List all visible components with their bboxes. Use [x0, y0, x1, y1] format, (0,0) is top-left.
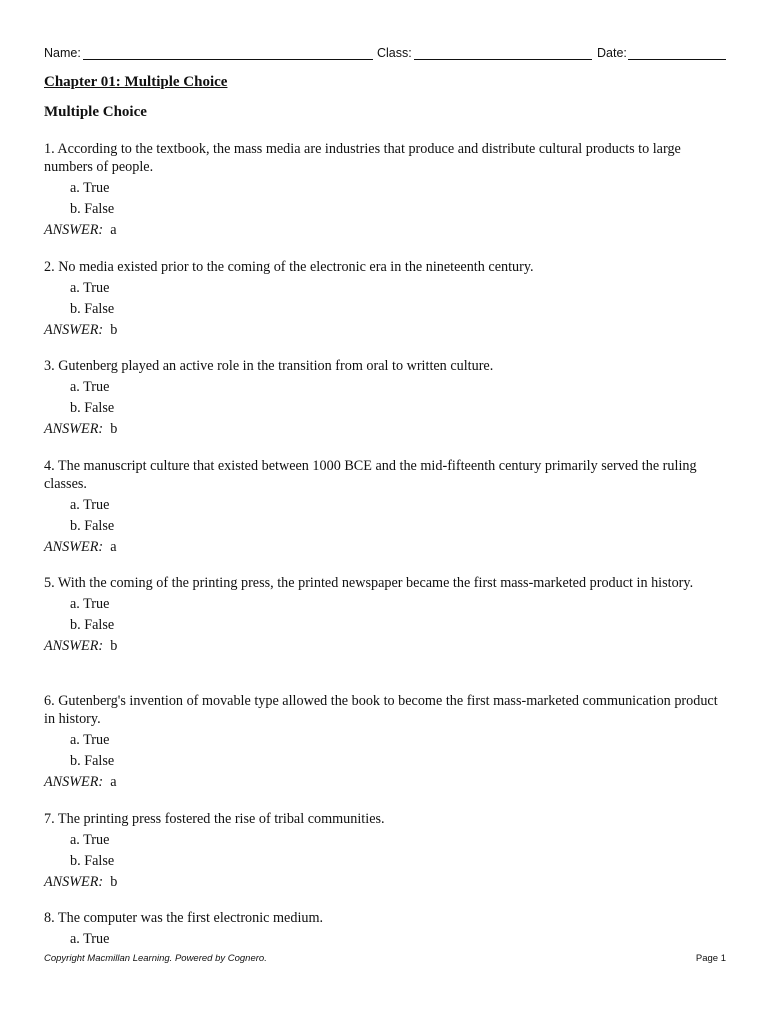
- question-item: [44, 574, 728, 655]
- question-text: 4. The manuscript culture that existed between 1000 BCE and the mid-fifteenth century primarily served the ruling classes.: [44, 458, 697, 492]
- question-text: 5. With the coming of the printing press, the printed newspaper became the first mass-marketed product in history.: [44, 575, 694, 591]
- name-field-line: [83, 59, 373, 60]
- class-field-line: [414, 59, 592, 60]
- answer-value: b: [110, 421, 118, 437]
- chapter-title: Chapter 01: Multiple Choice: [44, 74, 228, 90]
- option-a: a. True: [70, 931, 110, 947]
- answer-label: ANSWER:: [44, 774, 104, 790]
- option-b: b. False: [70, 617, 115, 633]
- question-text: 3. Gutenberg played an active role in the transition from oral to written culture.: [44, 358, 494, 374]
- question-item: [44, 258, 728, 339]
- answer-line: [44, 420, 728, 438]
- answer-value: a: [110, 539, 117, 555]
- option-a: a. True: [70, 180, 110, 196]
- question-item: [44, 810, 728, 891]
- option-a: a. True: [70, 596, 110, 612]
- answer-value: b: [110, 638, 118, 654]
- option-b: b. False: [70, 400, 115, 416]
- question-item: [44, 457, 728, 556]
- option-b: b. False: [70, 753, 115, 769]
- question-text: 6. Gutenberg's invention of movable type allowed the book to become the first mass-marketed communication product in history.: [44, 693, 718, 727]
- option-b: b. False: [70, 853, 115, 869]
- option-a: a. True: [70, 379, 110, 395]
- answer-line: [44, 321, 728, 339]
- option-b: b. False: [70, 201, 115, 217]
- option-a: a. True: [70, 497, 110, 513]
- page-number: Page 1: [695, 953, 726, 964]
- answer-label: ANSWER:: [44, 539, 104, 555]
- answer-line: [44, 221, 728, 239]
- question-text: 8. The computer was the first electronic medium.: [44, 910, 324, 926]
- answer-value: a: [110, 774, 117, 790]
- class-label: Class:: [377, 46, 412, 60]
- option-b: b. False: [70, 518, 115, 534]
- option-a: a. True: [70, 832, 110, 848]
- option-b: b. False: [70, 301, 115, 317]
- answer-label: ANSWER:: [44, 222, 104, 238]
- answer-line: [44, 873, 728, 891]
- answer-value: a: [110, 222, 117, 238]
- date-label: Date:: [597, 46, 627, 60]
- question-item: [44, 140, 728, 239]
- question-item: [44, 909, 728, 948]
- question-text: 2. No media existed prior to the coming of the electronic era in the nineteenth century.: [44, 259, 534, 275]
- question-item: [44, 357, 728, 438]
- question-text: 7. The printing press fostered the rise of tribal communities.: [44, 811, 385, 827]
- answer-line: [44, 773, 728, 791]
- section-title: Multiple Choice: [44, 104, 147, 120]
- answer-value: b: [110, 874, 118, 890]
- page-footer: [44, 953, 726, 967]
- question-item: [44, 692, 728, 791]
- answer-line: [44, 637, 728, 655]
- date-field-line: [628, 59, 726, 60]
- answer-label: ANSWER:: [44, 638, 104, 654]
- answer-label: ANSWER:: [44, 322, 104, 338]
- name-label: Name:: [44, 46, 81, 60]
- answer-value: b: [110, 322, 118, 338]
- option-a: a. True: [70, 732, 110, 748]
- copyright-text: Copyright Macmillan Learning. Powered by Cognero.: [44, 953, 267, 964]
- option-a: a. True: [70, 280, 110, 296]
- answer-line: [44, 538, 728, 556]
- question-text: 1. According to the textbook, the mass media are industries that produce and distribute cultural products to large numbers of people.: [44, 141, 681, 175]
- student-info-header: [44, 44, 726, 64]
- answer-label: ANSWER:: [44, 421, 104, 437]
- answer-label: ANSWER:: [44, 874, 104, 890]
